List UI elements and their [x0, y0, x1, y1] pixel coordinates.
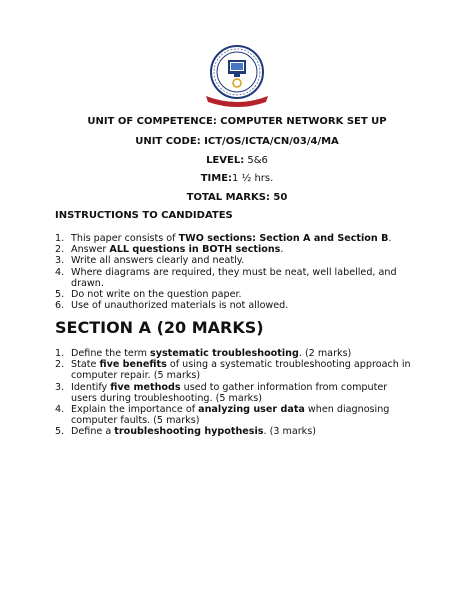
- instruction-item: [55, 267, 397, 289]
- item-text: . (3 marks): [263, 426, 316, 438]
- section-a-title: SECTION A (20 MARKS): [55, 318, 264, 337]
- question-item: [55, 404, 411, 426]
- bold-text: analyzing user data: [198, 404, 305, 416]
- instructions-list: [55, 233, 397, 311]
- item-text-continued: users during troubleshooting. (5 marks): [71, 392, 262, 404]
- section-a-questions: [55, 348, 411, 438]
- bold-text: systematic troubleshooting: [150, 348, 299, 359]
- question-item: [55, 348, 411, 359]
- item-number: 1.: [55, 348, 65, 359]
- instruction-item: [55, 300, 397, 311]
- unit-code: UNIT CODE: ICT/OS/ICTA/CN/03/4/MA: [135, 136, 339, 147]
- item-number: 3.: [55, 381, 65, 393]
- item-number: 2.: [55, 359, 65, 371]
- bold-text: five methods: [110, 381, 181, 393]
- item-text: Answer: [71, 244, 110, 256]
- instruction-item: [55, 244, 397, 255]
- question-item: [55, 382, 411, 404]
- instruction-item: [55, 289, 397, 300]
- total-marks: TOTAL MARKS: 50: [186, 192, 288, 203]
- item-text: Do not write on the question paper.: [71, 289, 242, 301]
- item-text: when diagnosing: [304, 404, 390, 416]
- item-number: 4.: [55, 266, 65, 278]
- bold-text: ALL questions in BOTH sections: [109, 244, 281, 256]
- level-line: LEVEL: 5&6: [206, 155, 268, 166]
- item-number: 2.: [55, 244, 65, 256]
- time-line: TIME:1 ½ hrs.: [200, 173, 274, 184]
- item-text: used to gather information from computer: [180, 381, 388, 393]
- item-text: Write all answers clearly and neatly.: [71, 255, 245, 267]
- item-text: . (2 marks): [298, 348, 352, 359]
- item-text-continued: computer faults. (5 marks): [71, 415, 200, 427]
- item-text: Explain the importance of: [71, 404, 199, 416]
- instruction-item: [55, 255, 397, 266]
- item-text: Define the term: [71, 348, 150, 359]
- instructions-title: INSTRUCTIONS TO CANDIDATES: [55, 210, 233, 221]
- item-number: 5.: [55, 289, 65, 301]
- item-text-continued: computer repair. (5 marks): [71, 370, 201, 382]
- item-number: 3.: [55, 255, 65, 267]
- item-text: .: [388, 233, 392, 244]
- item-number: 1.: [55, 233, 65, 244]
- item-text: This paper consists of: [71, 233, 179, 244]
- item-text: Use of unauthorized materials is not allowed.: [71, 300, 289, 312]
- item-number: 6.: [55, 300, 65, 312]
- bold-text: five benefits: [99, 359, 167, 371]
- item-text: Define a: [71, 426, 115, 438]
- question-item: [55, 426, 411, 437]
- item-number: 4.: [55, 404, 65, 416]
- item-text: State: [71, 359, 100, 371]
- item-text-continued: drawn.: [71, 277, 104, 289]
- item-number: 5.: [55, 426, 65, 438]
- institution-logo: [200, 38, 274, 112]
- bold-text: TWO sections: Section A and Section B: [178, 233, 389, 244]
- item-text: Identify: [71, 381, 111, 393]
- instruction-item: [55, 233, 397, 244]
- question-item: [55, 359, 411, 381]
- bold-text: troubleshooting hypothesis: [114, 426, 264, 438]
- unit-of-competence: UNIT OF COMPETENCE: COMPUTER NETWORK SET UP: [87, 116, 387, 127]
- item-text: Where diagrams are required, they must be neat, well labelled, and: [71, 266, 397, 278]
- item-text: of using a systematic troubleshooting approach in: [166, 359, 411, 371]
- item-text: .: [280, 244, 284, 256]
